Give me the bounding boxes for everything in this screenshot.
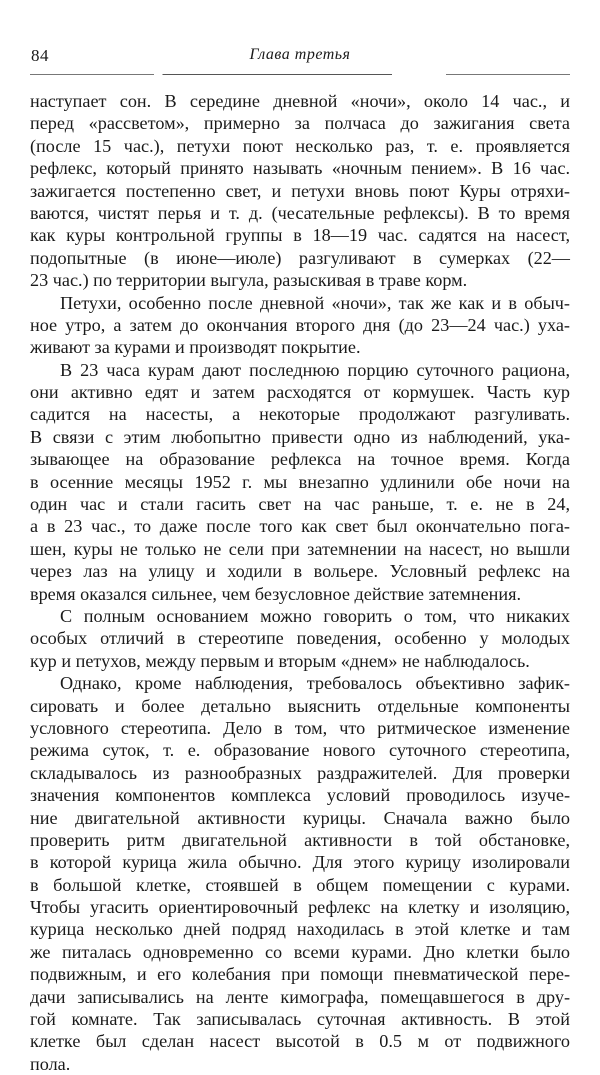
text-line-content: гой комнате. Так записывалась суточная активность. В этой [30, 1009, 570, 1030]
text-line-content: ваются, чистят перья и т. д. (чесательные рефлексы). В то время [30, 202, 570, 223]
text-line-content: перед «рассветом», примерно за полчаса до зажигания света [30, 113, 570, 134]
text-line-content: В связи с этим любопытно привести одно из наблюдений, ука- [30, 426, 570, 447]
text-line [30, 1008, 570, 1030]
text-line-content: (после 15 час.), петухи поют несколько раз, т. е. проявляется [30, 135, 570, 156]
text-line [30, 918, 570, 940]
text-line-content: значения компонентов комплекса условий проводилось изуче- [30, 785, 570, 806]
paragraph [30, 605, 570, 672]
text-line [30, 471, 570, 493]
text-line-content: курица несколько дней подряд находилась в этой клетке и там [30, 919, 570, 940]
text-line-content: Петухи, особенно после дневной «ночи», так же как и в обыч- [60, 292, 570, 313]
text-line [30, 359, 570, 381]
text-line [30, 784, 570, 806]
text-line-content: условного стереотипа. Дело в том, что ритмическое изменение [30, 717, 570, 738]
text-line-content: подопытные (в июне—июле) разгуливают в сумерках (22— [30, 247, 570, 268]
text-line [30, 695, 570, 717]
text-line-content: зывающее на образование рефлекса на точное время. Когда [30, 449, 570, 470]
text-line-content: особых отличий в стереотипе поведения, особенно у молодых [30, 628, 570, 649]
text-line [30, 739, 570, 761]
text-line-content: зажигается постепенно свет, и петухи вновь поют Куры отряхи- [30, 180, 570, 201]
text-line-content: один час и стали гасить свет на час раньше, т. е. не в 24, [30, 494, 570, 515]
text-line-content: садится на насесты, а некоторые продолжают разгуливать. [30, 404, 570, 425]
text-line-content: через лаз на улицу и ходили в вольере. Условный рефлекс на [30, 561, 570, 582]
text-line [30, 560, 570, 582]
text-line [30, 807, 570, 829]
text-line-content: в осенние месяцы 1952 г. мы внезапно удлинили обе ночи на [30, 471, 570, 492]
text-line [30, 851, 570, 873]
text-line [30, 515, 570, 537]
text-line [30, 292, 570, 314]
text-line [30, 157, 570, 179]
text-line [30, 112, 570, 134]
text-line [30, 493, 570, 515]
running-head [30, 46, 570, 68]
text-line [30, 986, 570, 1008]
text-line-content: 23 час.) по территории выгула, разыскивая в траве корм. [30, 270, 468, 291]
text-line-content: В 23 часа курам дают последнюю порцию суточного рациона, [60, 359, 570, 380]
chapter-title: Глава третья [249, 46, 351, 63]
text-line-content: же питалась одновременно со всеми курами. Дно клетки было [30, 941, 570, 962]
text-line-content: подвижным, и его колебания при помощи пневматической пере- [30, 964, 570, 985]
text-line-content: в которой курица жила обычно. Для этого курицу изолировали [30, 852, 570, 873]
text-line [30, 224, 570, 246]
text-line [30, 829, 570, 851]
text-line-content: Чтобы угасить ориентировочный рефлекс на клетку и изоляцию, [30, 897, 570, 918]
text-line-content: ное утро, а затем до окончания второго дня (до 23—24 час.) уха- [30, 314, 570, 335]
body-text [30, 90, 570, 1075]
text-line-content: складывалось из разнообразных раздражителей. Для проверки [30, 762, 570, 783]
paragraph [30, 292, 570, 359]
text-line [30, 247, 570, 269]
text-line-content: наступает сон. В середине дневной «ночи», около 14 час., и [30, 91, 570, 111]
text-line [30, 538, 570, 560]
text-line-content: режима суток, т. е. образование нового суточного стереотипа, [30, 740, 570, 761]
text-line-content: Однако, кроме наблюдения, требовалось объективно зафик- [60, 673, 570, 694]
text-line-content: рефлекс, который принято называть «ночным пением». В 16 час. [30, 158, 570, 179]
header-rule [30, 74, 570, 75]
paragraph [30, 672, 570, 1075]
text-line [30, 426, 570, 448]
text-line [30, 627, 570, 649]
text-line [30, 941, 570, 963]
text-line-content: дачи записывались на ленте кимографа, помещавшегося в дру- [30, 986, 570, 1007]
text-line-content: С полным основанием можно говорить о том, что никаких [60, 605, 570, 626]
text-line [30, 896, 570, 918]
text-line-content: шен, куры не только не сели при затемнении на насест, но вышли [30, 538, 570, 559]
text-line-content: кур и петухов, между первым и вторым «днем» не наблюдалось. [30, 650, 530, 671]
text-line-content: а в 23 час., то даже после того как свет был окончательно пога- [30, 516, 570, 537]
text-line [30, 605, 570, 627]
text-line [30, 650, 570, 672]
text-line [30, 269, 570, 291]
text-line [30, 448, 570, 470]
text-line [30, 874, 570, 896]
paragraph [30, 359, 570, 605]
text-line-content: ние двигательной активности курицы. Сначала важно было [30, 807, 570, 828]
text-line-content: как куры контрольной группы в 18—19 час. садятся на насест, [30, 225, 570, 246]
text-line-content: проверить ритм двигательной активности в той обстановке, [30, 829, 570, 850]
text-line [30, 762, 570, 784]
text-line [30, 1053, 570, 1075]
paragraph [30, 90, 570, 292]
text-line [30, 90, 570, 112]
text-line [30, 135, 570, 157]
text-line [30, 672, 570, 694]
text-line-content: они активно едят и затем расходятся от кормушек. Часть кур [30, 382, 570, 403]
text-line-content: в большой клетке, стоявшей в общем помещении с курами. [30, 874, 570, 895]
text-line [30, 1030, 570, 1052]
text-line [30, 202, 570, 224]
text-line [30, 381, 570, 403]
text-line [30, 336, 570, 358]
text-line-content: сировать и более детально выяснить отдельные компоненты [30, 695, 570, 716]
text-line [30, 314, 570, 336]
text-line [30, 403, 570, 425]
text-line [30, 583, 570, 605]
text-line [30, 717, 570, 739]
text-line-content: клетке был сделан насест высотой в 0.5 м от подвижного [30, 1031, 570, 1052]
text-line-content: время оказался сильнее, чем безусловное действие затемнения. [30, 583, 522, 604]
text-line-content: пола. [30, 1053, 71, 1074]
text-line [30, 180, 570, 202]
page-number: 84 [31, 46, 49, 65]
text-line-content: живают за курами и производят покрытие. [30, 337, 361, 358]
